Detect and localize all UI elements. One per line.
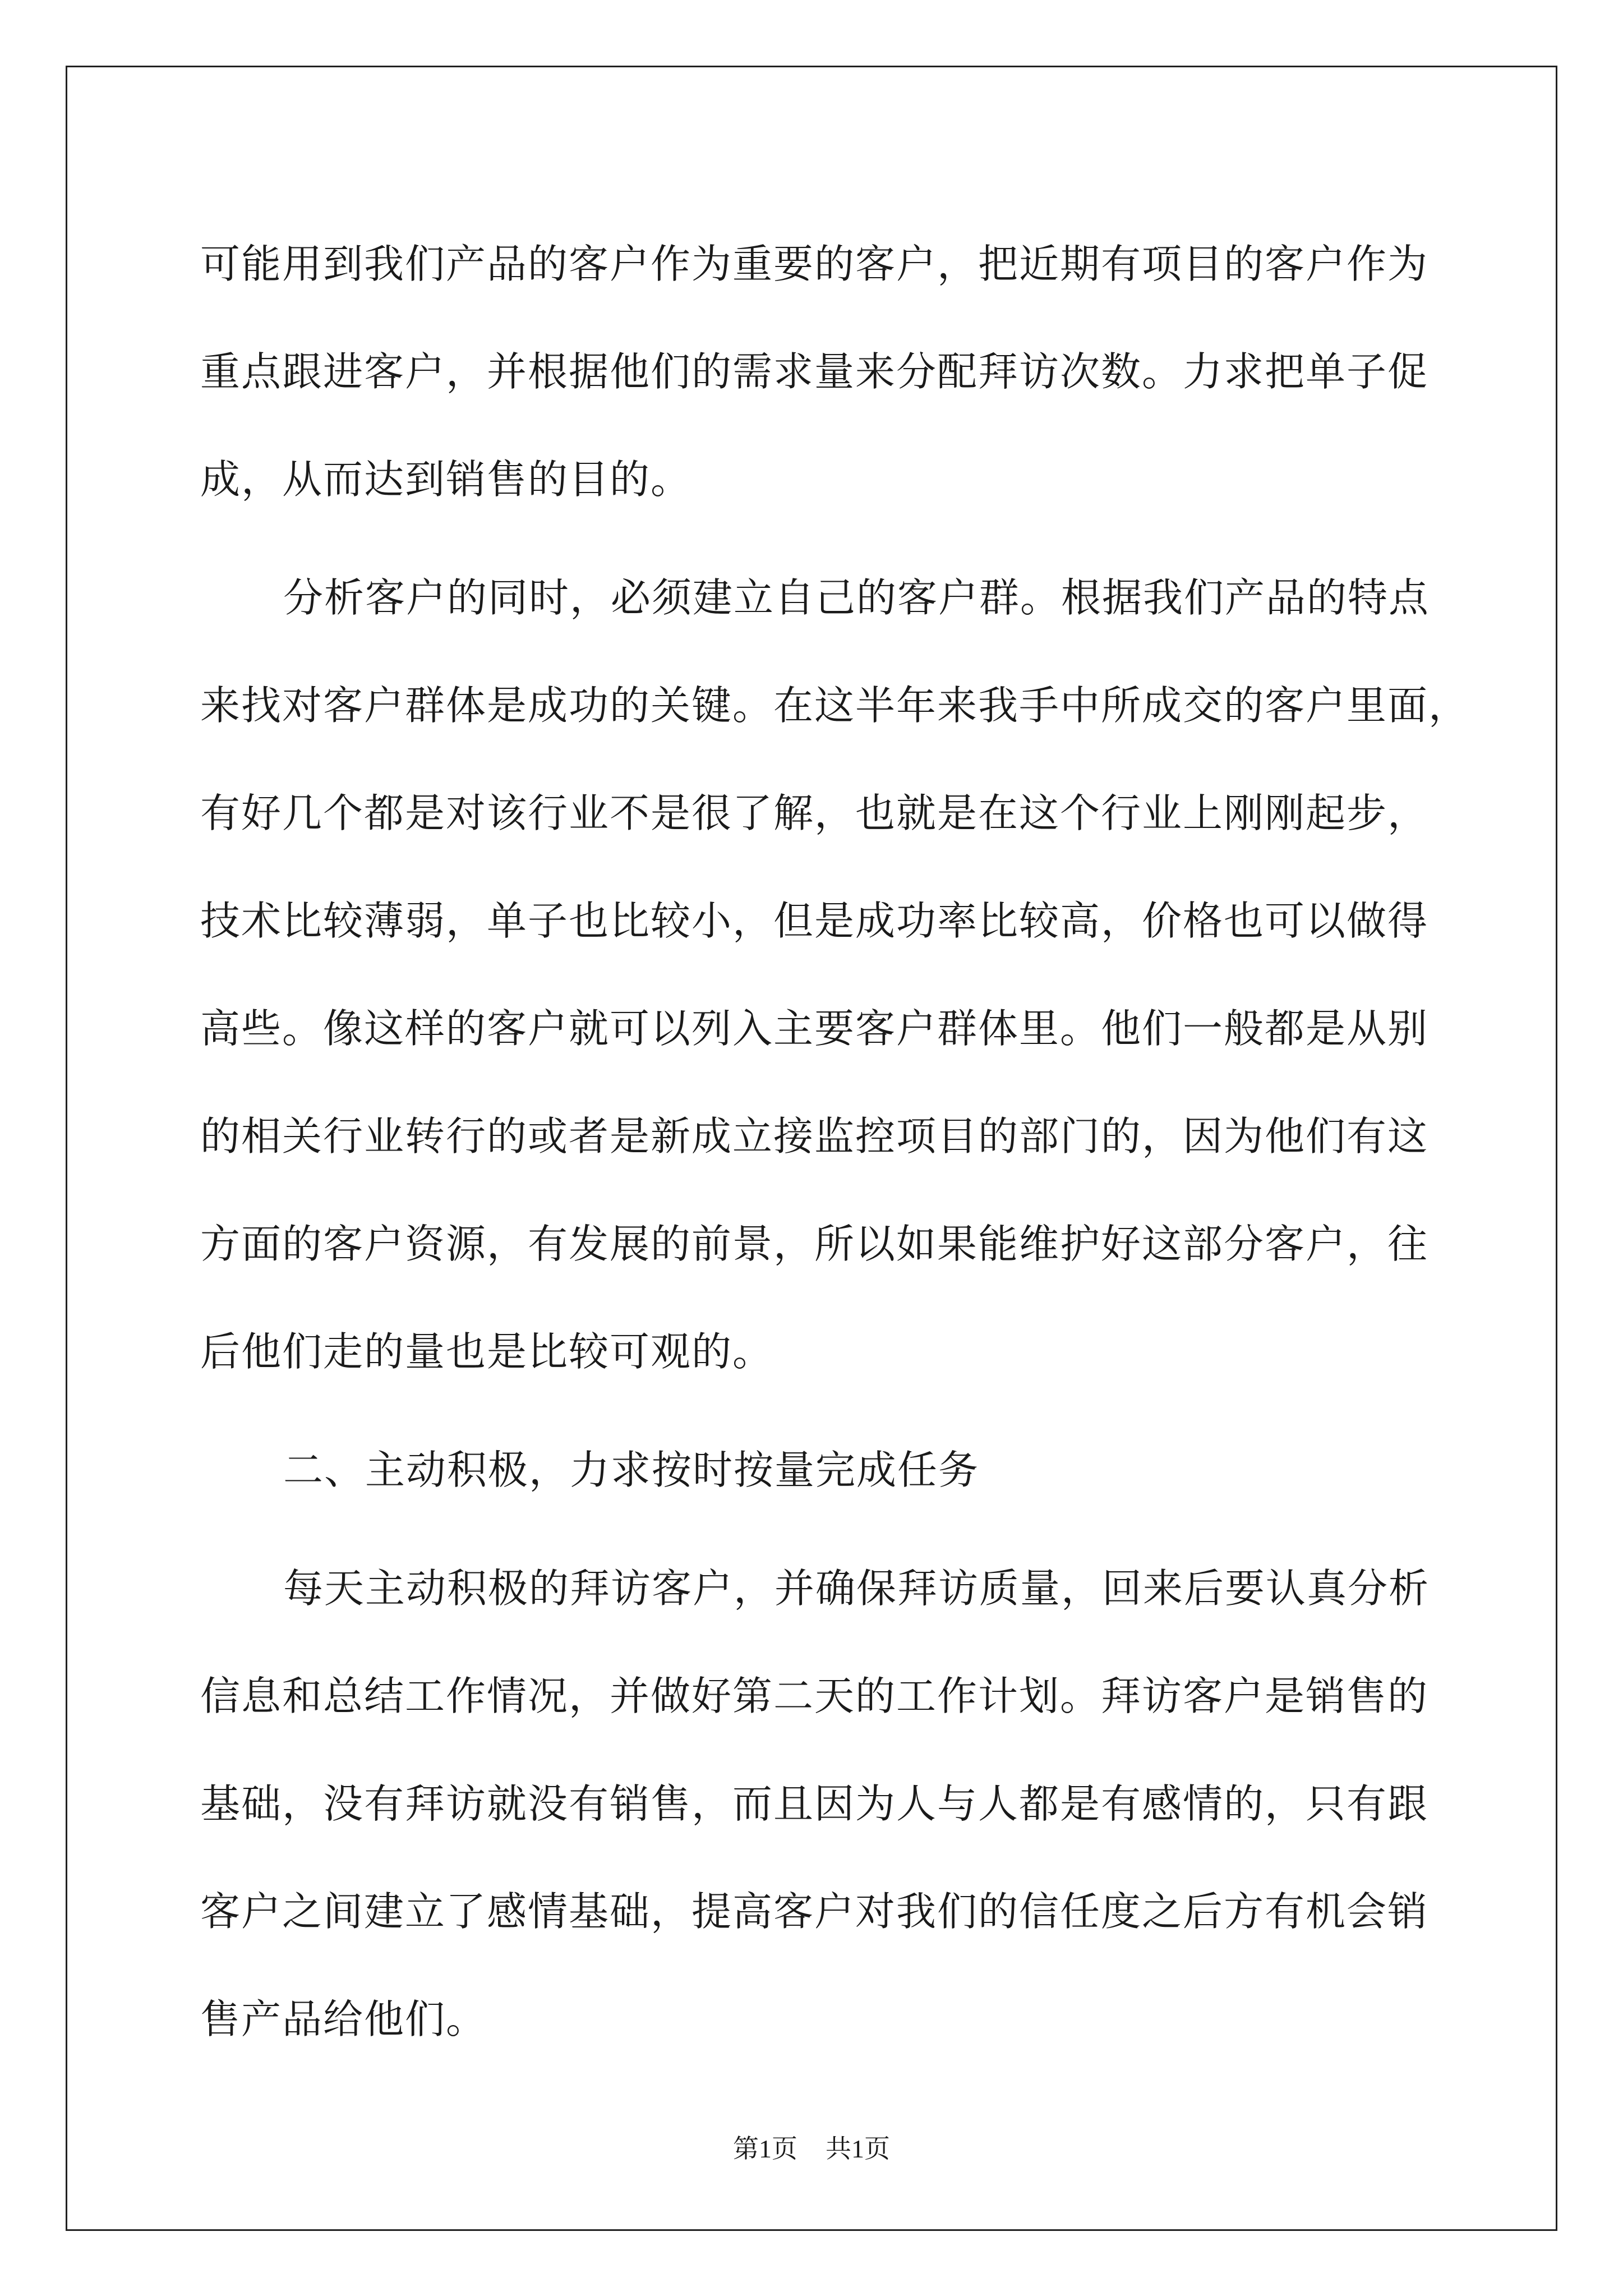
text-line: 后他们走的量也是比较可观的。	[200, 1328, 774, 1375]
text-line: 可能用到我们产品的客户作为重要的客户，把近期有项目的客户作为	[200, 241, 1429, 287]
text-line: 来找对客户群体是成功的关键。在这半年来我手中所成交的客户里面，	[200, 682, 1470, 729]
page-footer	[0, 2128, 1623, 2165]
page-number: 第1页	[733, 2134, 797, 2163]
text-line: 有好几个都是对该行业不是很了解，也就是在这个行业上刚刚起步，	[200, 790, 1429, 836]
text-line: 方面的客户资源，有发展的前景，所以如果能维护好这部分客户，往	[200, 1221, 1429, 1267]
text-line: 售产品给他们。	[200, 1996, 487, 2042]
paragraph-daily-visits	[200, 1535, 1430, 2073]
document-body	[200, 210, 1470, 2084]
paragraph-customer-group	[200, 544, 1470, 1406]
page-total: 共1页	[826, 2134, 890, 2163]
text-line: 基础，没有拜访就没有销售，而且因为人与人都是有感情的，只有跟	[200, 1780, 1429, 1827]
text-line: 高些。像这样的客户就可以列入主要客户群体里。他们一般都是从别	[200, 1005, 1429, 1052]
text-line: 的相关行业转行的或者是新成立接监控项目的部门的，因为他们有这	[200, 1113, 1429, 1159]
section-heading	[200, 1416, 1423, 1524]
text-line: 成，从而达到销售的目的。	[200, 456, 692, 503]
paragraph-customer-priority	[200, 210, 1429, 533]
heading-line: 二、主动积极，力求按时按量完成任务	[283, 1447, 980, 1493]
text-line: 重点跟进客户，并根据他们的需求量来分配拜访次数。力求把单子促	[200, 348, 1429, 395]
text-line: 技术比较薄弱，单子也比较小，但是成功率比较高，价格也可以做得	[200, 898, 1429, 944]
text-line: 分析客户的同时，必须建立自己的客户群。根据我们产品的特点	[283, 574, 1430, 621]
text-line: 每天主动积极的拜访客户，并确保拜访质量，回来后要认真分析	[283, 1565, 1430, 1612]
text-line: 信息和总结工作情况，并做好第二天的工作计划。拜访客户是销售的	[200, 1673, 1429, 1719]
text-line: 客户之间建立了感情基础，提高客户对我们的信任度之后方有机会销	[200, 1888, 1429, 1935]
